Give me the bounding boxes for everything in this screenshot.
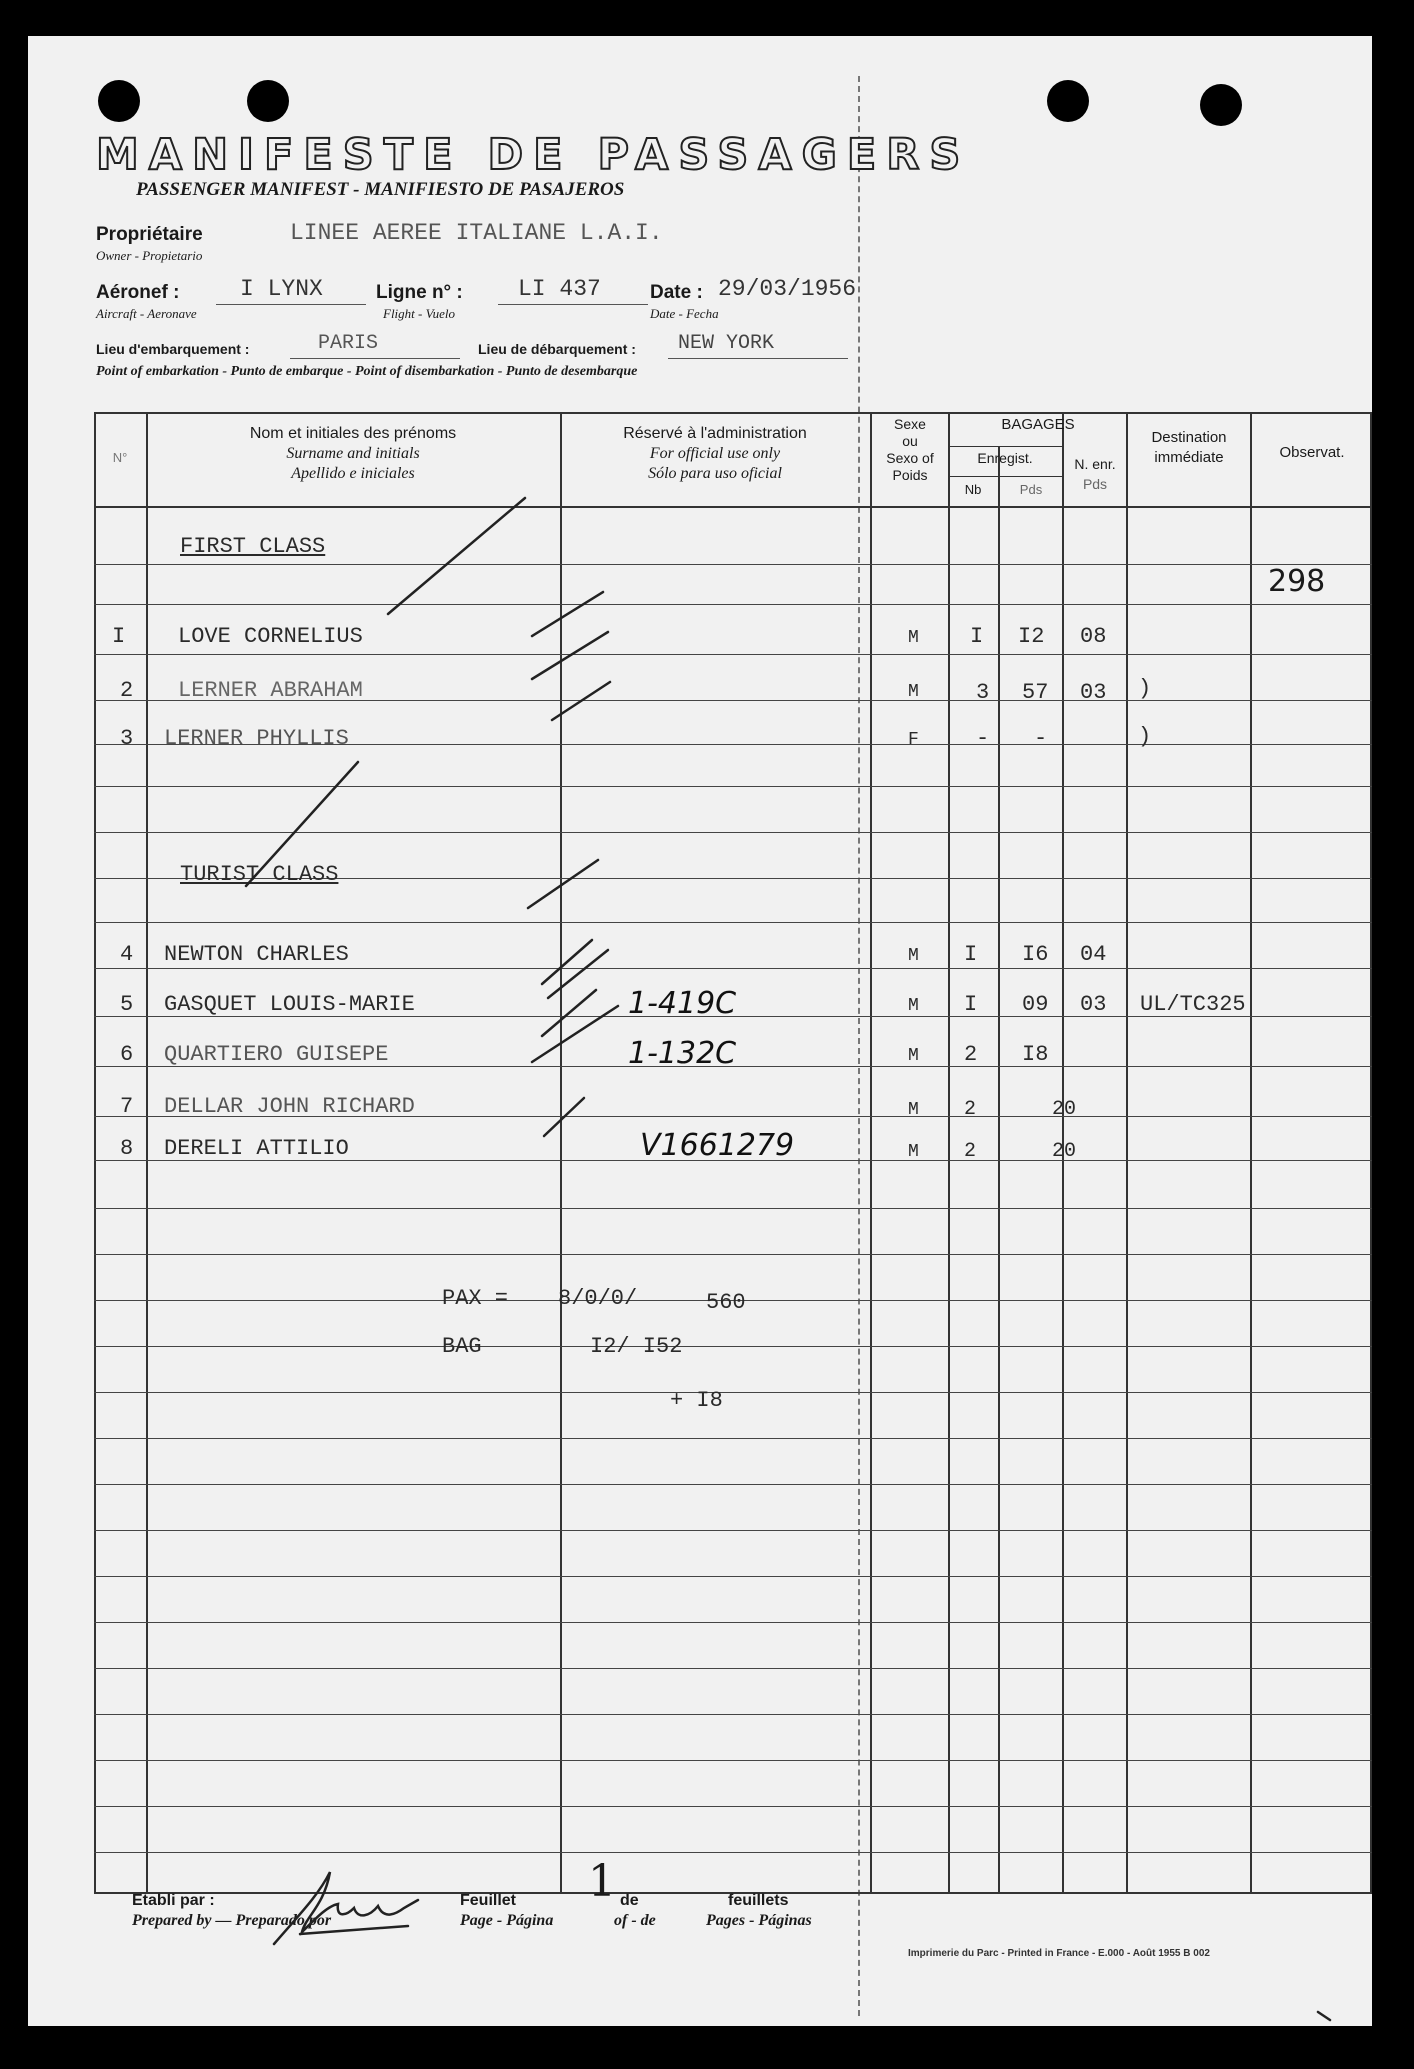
manifest-sheet: [28, 36, 1372, 2026]
col-header-name-fr: Nom et initiales des prénoms: [249, 425, 457, 442]
pax-value: 8/0/0/: [558, 1286, 638, 1311]
row-name: QUARTIERO GUISEPE: [164, 1042, 389, 1067]
prepared-by-sublabel: Prepared by — Preparado por: [132, 1912, 332, 1929]
row-sex: M: [908, 682, 919, 702]
row-no: 5: [120, 992, 134, 1017]
tick-mark: [532, 632, 608, 679]
row-sex: M: [908, 996, 919, 1016]
row-admin-handwritten: 1-132C: [628, 1036, 737, 1071]
row-bag-pds: 20: [1052, 1098, 1077, 1121]
row-bag-pds: I8: [1022, 1042, 1049, 1067]
row-sex: M: [908, 1142, 919, 1162]
row-no: 8: [120, 1136, 134, 1161]
row-destination: ): [1138, 676, 1152, 701]
row-admin-handwritten: 1-419C: [628, 986, 737, 1021]
col-header-admin-es: Sólo para uso oficial: [648, 465, 782, 482]
row-bag-pds: 09: [1022, 992, 1049, 1017]
tick-mark: [542, 940, 608, 998]
flight-label: Ligne n° :: [376, 282, 463, 303]
page-title: MANIFESTE DE PASSAGERS: [96, 130, 971, 180]
col-header-sex-2: ou: [902, 433, 918, 449]
embark-sublabel: Point of embarkation - Punto de embarque - Point of disembarkation - Punto de desembarque: [96, 364, 638, 379]
stray-mark: [1318, 2012, 1330, 2020]
aircraft-value: I LYNX: [240, 276, 323, 302]
row-bag-nenr: 08: [1080, 624, 1107, 649]
bag-extra: + I8: [670, 1388, 723, 1413]
row-bag-pds: 57: [1022, 680, 1049, 705]
pax-extra: 560: [706, 1290, 746, 1315]
row-sex: F: [908, 730, 919, 750]
row-bag-pds: 20: [1052, 1140, 1077, 1163]
bag-label: BAG: [442, 1334, 482, 1359]
date-label: Date :: [650, 282, 703, 303]
col-header-name-en: Surname and initials: [286, 445, 420, 462]
row-destination: UL/TC325: [1140, 992, 1246, 1017]
page-sublabel: Page - Página: [460, 1912, 554, 1929]
row-no: I: [112, 624, 126, 649]
row-name: DERELI ATTILIO: [164, 1136, 349, 1161]
row-bag-nenr: 03: [1080, 992, 1107, 1017]
page-label: Feuillet: [460, 1892, 517, 1909]
owner-value: LINEE AEREE ITALIANE L.A.I.: [290, 220, 663, 246]
row-name: NEWTON CHARLES: [164, 942, 349, 967]
prepared-by-label: Etabli par :: [132, 1892, 215, 1909]
row-sex: M: [908, 628, 919, 648]
owner-sublabel: Owner - Propietario: [96, 248, 203, 263]
tick-mark: [532, 990, 618, 1062]
col-header-admin-fr: Réservé à l'administration: [623, 425, 807, 442]
flight-value: LI 437: [518, 276, 601, 302]
of-label: de: [620, 1892, 639, 1909]
of-sublabel: of - de: [614, 1912, 656, 1929]
col-header-nenr-2: Pds: [1082, 476, 1108, 492]
embark-value: PARIS: [318, 332, 379, 355]
row-sex: M: [908, 1100, 919, 1120]
row-bag-nb: -: [976, 726, 990, 751]
row-bag-nenr: 04: [1080, 942, 1107, 967]
sheets-sublabel: Pages - Páginas: [706, 1912, 812, 1929]
col-header-sex-3: Sexo of: [886, 450, 934, 466]
row-name: GASQUET LOUIS-MARIE: [164, 992, 415, 1017]
row-admin-handwritten: V1661279: [640, 1128, 795, 1163]
row-bag-nb: 2: [964, 1098, 977, 1121]
first-class-heading: FIRST CLASS: [180, 534, 326, 559]
observation-number: 298: [1268, 564, 1326, 599]
sheets-label: feuillets: [728, 1892, 789, 1909]
embark-label: Lieu d'embarquement :: [96, 341, 250, 357]
tick-mark: [552, 682, 610, 720]
row-name: DELLAR JOHN RICHARD: [164, 1094, 415, 1119]
col-header-admin-en: For official use only: [649, 445, 781, 462]
aircraft-label: Aéronef :: [96, 282, 180, 303]
signature: [274, 1872, 418, 1944]
row-name: LOVE CORNELIUS: [178, 624, 363, 649]
tick-mark: [528, 860, 598, 908]
page-subtitle: PASSENGER MANIFEST - MANIFIESTO DE PASAJEROS: [136, 179, 625, 200]
tick-mark: [544, 1098, 584, 1136]
bag-value: I2/ I52: [590, 1334, 683, 1359]
row-no: 7: [120, 1094, 134, 1119]
row-no: 6: [120, 1042, 134, 1067]
tick-mark: [532, 592, 603, 636]
col-header-nenr-1: N. enr.: [1074, 456, 1116, 472]
col-header-dest-2: immédiate: [1154, 449, 1224, 466]
tourist-class-heading: TURIST CLASS: [180, 862, 339, 887]
row-bag-pds: I2: [1018, 624, 1045, 649]
col-header-no: N°: [112, 450, 128, 465]
date-value: 29/03/1956: [718, 276, 857, 302]
row-sex: M: [908, 946, 919, 966]
row-destination: ): [1138, 724, 1152, 749]
row-bag-pds: -: [1034, 726, 1048, 751]
date-sublabel: Date - Fecha: [650, 306, 719, 321]
col-header-bagages: BAGAGES: [1001, 416, 1075, 433]
handwritten-marks: [28, 36, 1372, 2026]
row-bag-pds: I6: [1022, 942, 1049, 967]
flight-sublabel: Flight - Vuelo: [383, 306, 455, 321]
row-bag-nb: 2: [964, 1140, 977, 1163]
slash-mark: [246, 762, 358, 886]
col-header-bag-nb: Nb: [964, 482, 982, 497]
row-name: LERNER ABRAHAM: [178, 678, 363, 703]
pax-label: PAX =: [442, 1286, 509, 1311]
page-number: 1: [588, 1856, 616, 1907]
aircraft-sublabel: Aircraft - Aeronave: [96, 306, 197, 321]
row-sex: M: [908, 1046, 919, 1066]
col-header-sex-1: Sexe: [894, 416, 926, 432]
row-bag-nb: 2: [964, 1042, 978, 1067]
col-header-dest-1: Destination: [1151, 429, 1227, 446]
col-header-observations: Observat.: [1279, 444, 1345, 461]
col-header-bag-enregist: Enregist.: [977, 450, 1033, 466]
col-header-sex-4: Poids: [892, 467, 928, 483]
row-no: 4: [120, 942, 134, 967]
row-name: LERNER PHYLLIS: [164, 726, 349, 751]
printer-imprint: Imprimerie du Parc - Printed in France - E.000 - Août 1955 B 002: [908, 1948, 1210, 1959]
disembark-value: NEW YORK: [678, 332, 775, 355]
disembark-label: Lieu de débarquement :: [478, 341, 636, 357]
col-header-bag-pds: Pds: [1019, 482, 1043, 497]
row-no: 3: [120, 726, 134, 751]
owner-label: Propriétaire: [96, 224, 203, 245]
row-no: 2: [120, 678, 134, 703]
row-bag-nb: I: [964, 942, 978, 967]
row-bag-nb: 3: [976, 680, 990, 705]
row-bag-nb: I: [964, 992, 978, 1017]
row-bag-nb: I: [970, 624, 984, 649]
col-header-name-es: Apellido e iniciales: [291, 465, 415, 482]
slash-mark: [388, 498, 525, 614]
row-bag-nenr: 03: [1080, 680, 1107, 705]
